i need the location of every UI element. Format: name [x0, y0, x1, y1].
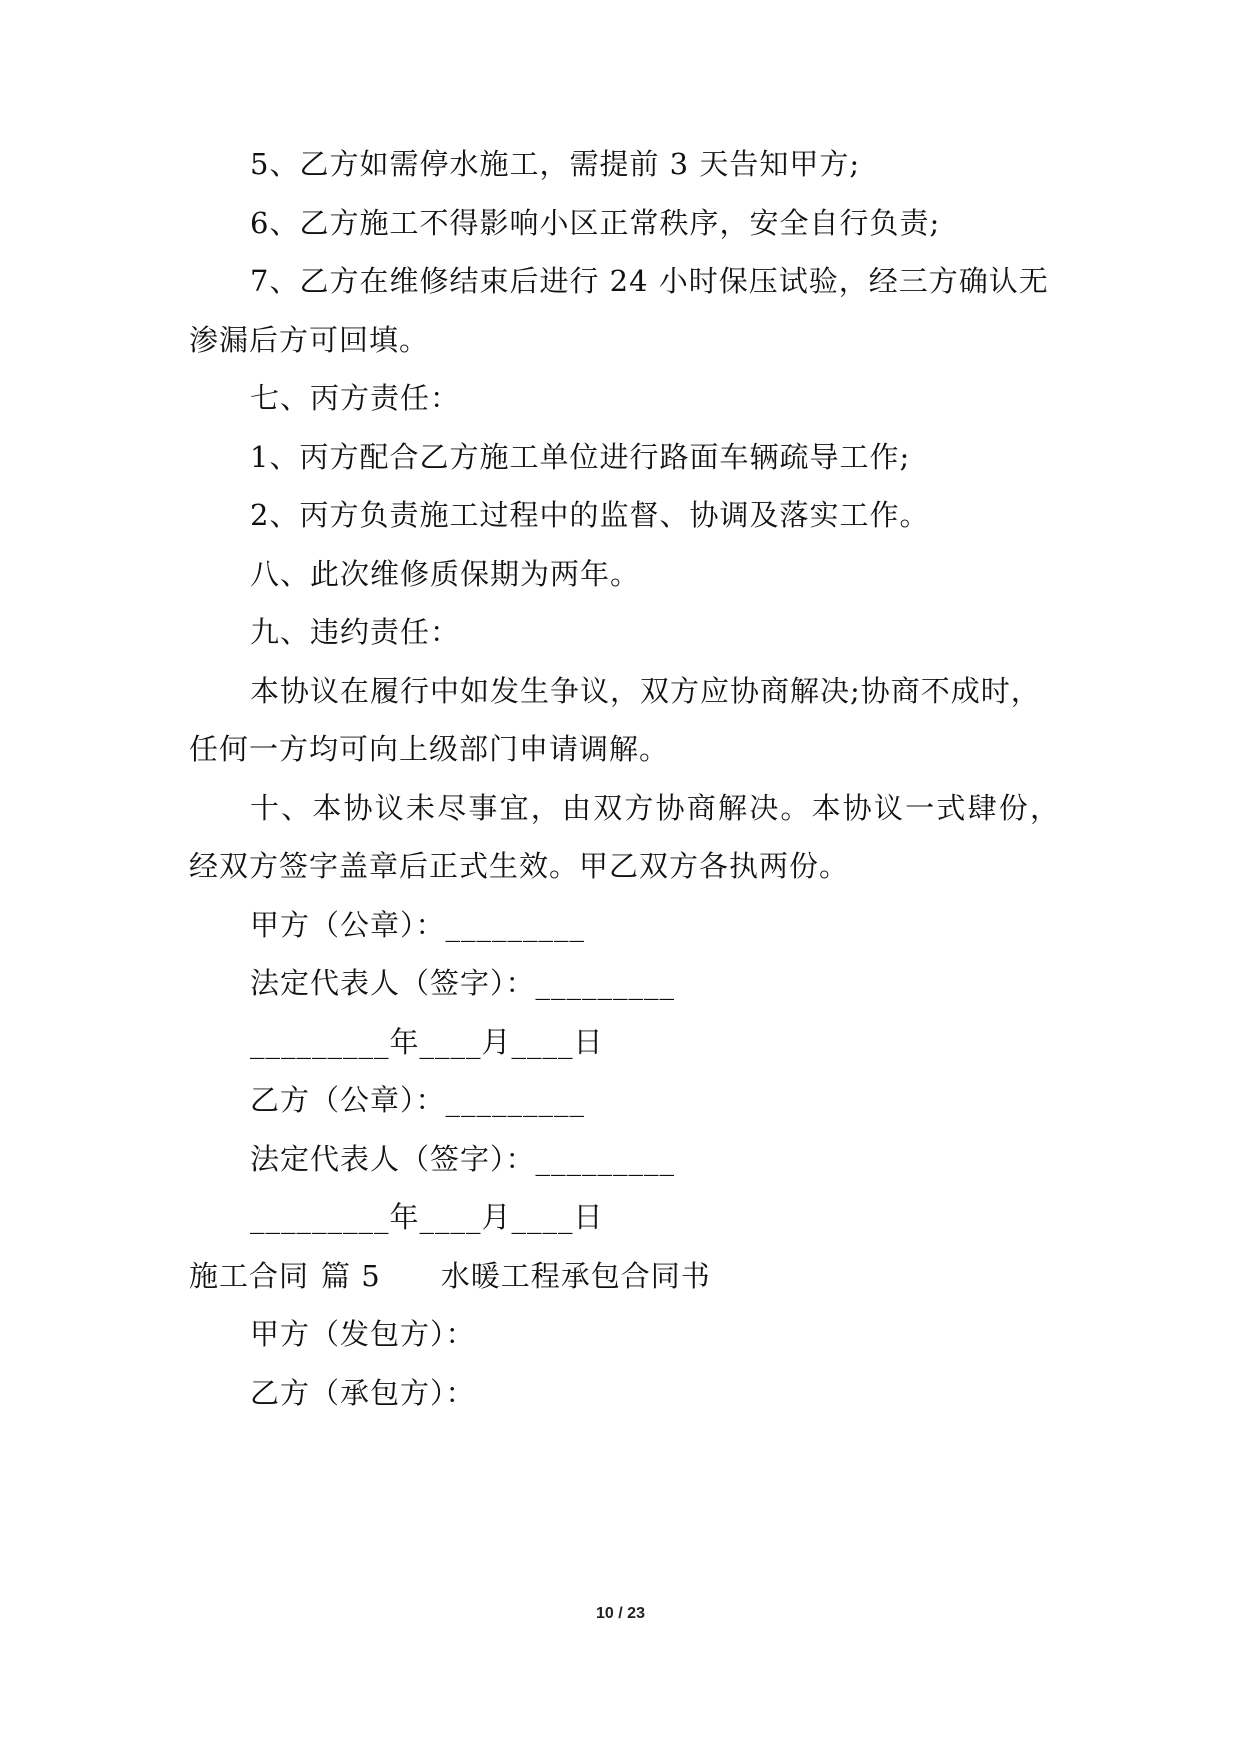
- clause-7: 7、乙方在维修结束后进行 24 小时保压试验，经三方确认无: [250, 264, 1049, 298]
- clause-5: 5、乙方如需停水施工，需提前 3 天告知甲方;: [250, 147, 861, 181]
- heading-left: 施工合同: [189, 1259, 310, 1293]
- party-c-clause-1: 1、丙方配合乙方施工单位进行路面车辆疏导工作;: [250, 440, 911, 474]
- section-nine-heading: 九、违约责任：: [250, 615, 461, 649]
- party-b-seal: 乙方（公章）：_________: [250, 1083, 586, 1117]
- section-eight: 八、此次维修质保期为两年。: [250, 557, 641, 591]
- party-a-seal: 甲方（公章）：_________: [250, 908, 586, 942]
- employer-line: 甲方（发包方）：: [250, 1317, 476, 1351]
- section-ten: 十、本协议未尽事宜，由双方协商解决。本协议一式肆份，: [250, 791, 1062, 825]
- heading-title: 水暖工程承包合同书: [440, 1259, 711, 1293]
- party-b-date: _________年____月____日: [250, 1200, 604, 1234]
- contractor-line: 乙方（承包方）：: [250, 1376, 476, 1410]
- section-ten-continued: 经双方签字盖章后正式生效。甲乙双方各执两份。: [189, 849, 850, 883]
- party-b-representative: 法定代表人（签字）：_________: [250, 1142, 676, 1176]
- party-c-clause-2: 2、丙方负责施工过程中的监督、协调及落实工作。: [250, 498, 930, 532]
- section-heading: [189, 1251, 1079, 1301]
- clause-7-continued: 渗漏后方可回填。: [189, 323, 430, 357]
- party-a-representative: 法定代表人（签字）：_________: [250, 966, 676, 1000]
- section-seven-heading: 七、丙方责任：: [250, 381, 461, 415]
- heading-part: 篇 5: [321, 1259, 381, 1293]
- clause-6: 6、乙方施工不得影响小区正常秩序，安全自行负责;: [250, 206, 941, 240]
- page-number: 10 / 23: [596, 1605, 645, 1622]
- party-a-date: _________年____月____日: [250, 1025, 604, 1059]
- breach-paragraph-continued: 任何一方均可向上级部门申请调解。: [189, 732, 670, 766]
- breach-paragraph: 本协议在履行中如发生争议，双方应协商解决;协商不成时，: [250, 674, 1041, 708]
